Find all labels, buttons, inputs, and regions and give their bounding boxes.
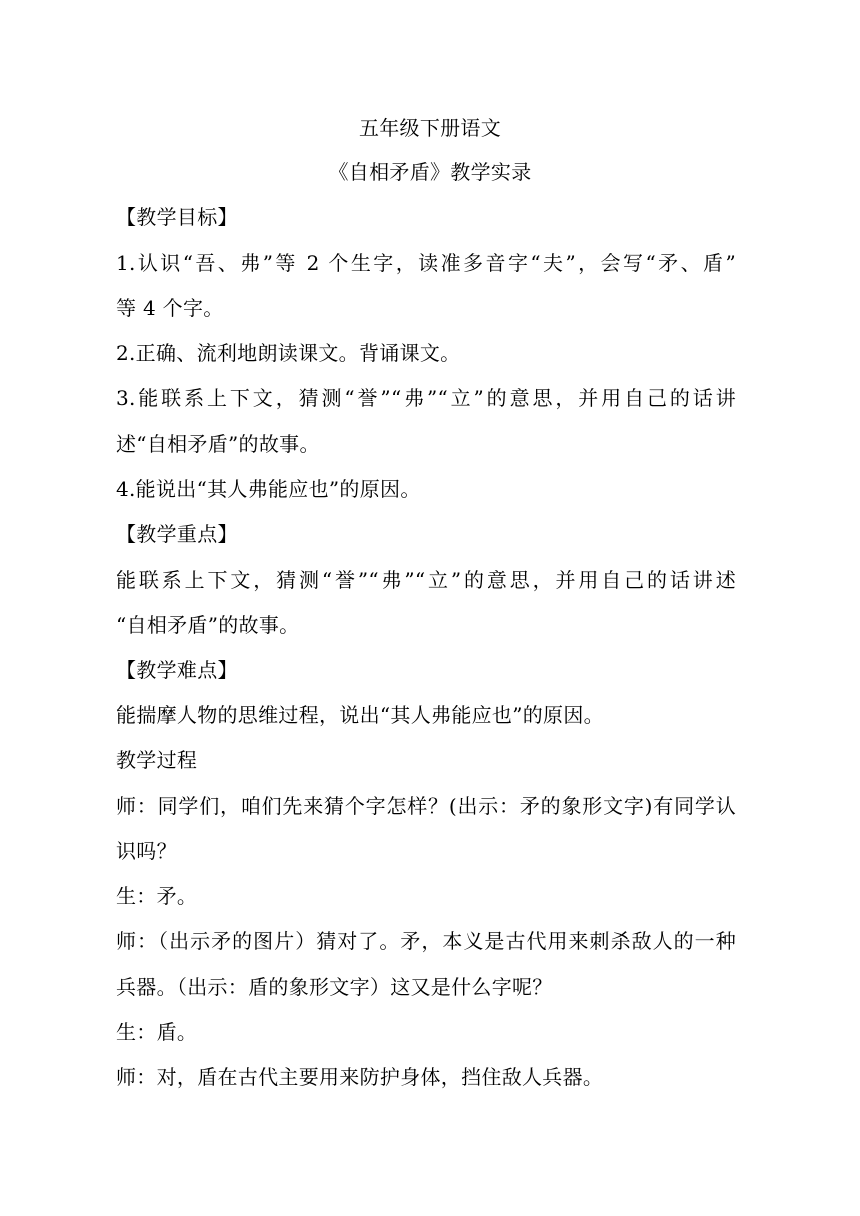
objective-1-line-2: 等 4 个字。 xyxy=(116,296,224,320)
objective-4: 4.能说出“其人弗能应也”的原因。 xyxy=(116,477,421,501)
process-paragraph-1-line-2: 识吗？ xyxy=(116,839,177,863)
objective-3-line-1: 3.能联系上下文，猜测“誉”“弗”“立”的意思，并用自己的话讲 xyxy=(116,386,736,410)
objective-3-line-2: 述“自相矛盾”的故事。 xyxy=(116,432,320,456)
document-title-lesson: 《自相矛盾》教学实录 xyxy=(328,160,532,184)
key-points-heading: 【教学重点】 xyxy=(116,522,238,546)
process-heading: 教学过程 xyxy=(116,748,198,772)
difficulties-text: 能揣摩人物的思维过程，说出“其人弗能应也”的原因。 xyxy=(116,703,604,727)
process-paragraph-3-line-1: 师：（出示矛的图片）猜对了。矛，本义是古代用来刺杀敌人的一种 xyxy=(116,929,736,953)
process-paragraph-3-line-2: 兵器。（出示：盾的象形文字）这又是什么字呢？ xyxy=(116,975,553,999)
key-points-line-2: “自相矛盾”的故事。 xyxy=(116,613,300,637)
difficulties-heading: 【教学难点】 xyxy=(116,658,238,682)
process-paragraph-1-line-1: 师：同学们，咱们先来猜个字怎样？(出示：矛的象形文字)有同学认 xyxy=(116,794,736,818)
objective-2: 2.正确、流利地朗读课文。背诵课文。 xyxy=(116,341,461,365)
process-paragraph-4: 生：盾。 xyxy=(116,1020,198,1044)
process-paragraph-5: 师：对，盾在古代主要用来防护身体，挡住敌人兵器。 xyxy=(116,1065,604,1089)
document-title-grade: 五年级下册语文 xyxy=(358,116,502,140)
objective-1-line-1: 1.认识“吾、弗”等 2 个生字，读准多音字“夫”，会写“矛、盾” xyxy=(116,251,736,275)
process-paragraph-2: 生：矛。 xyxy=(116,884,198,908)
objectives-heading: 【教学目标】 xyxy=(116,205,238,229)
key-points-line-1: 能联系上下文，猜测“誉”“弗”“立”的意思，并用自己的话讲述 xyxy=(116,568,736,592)
